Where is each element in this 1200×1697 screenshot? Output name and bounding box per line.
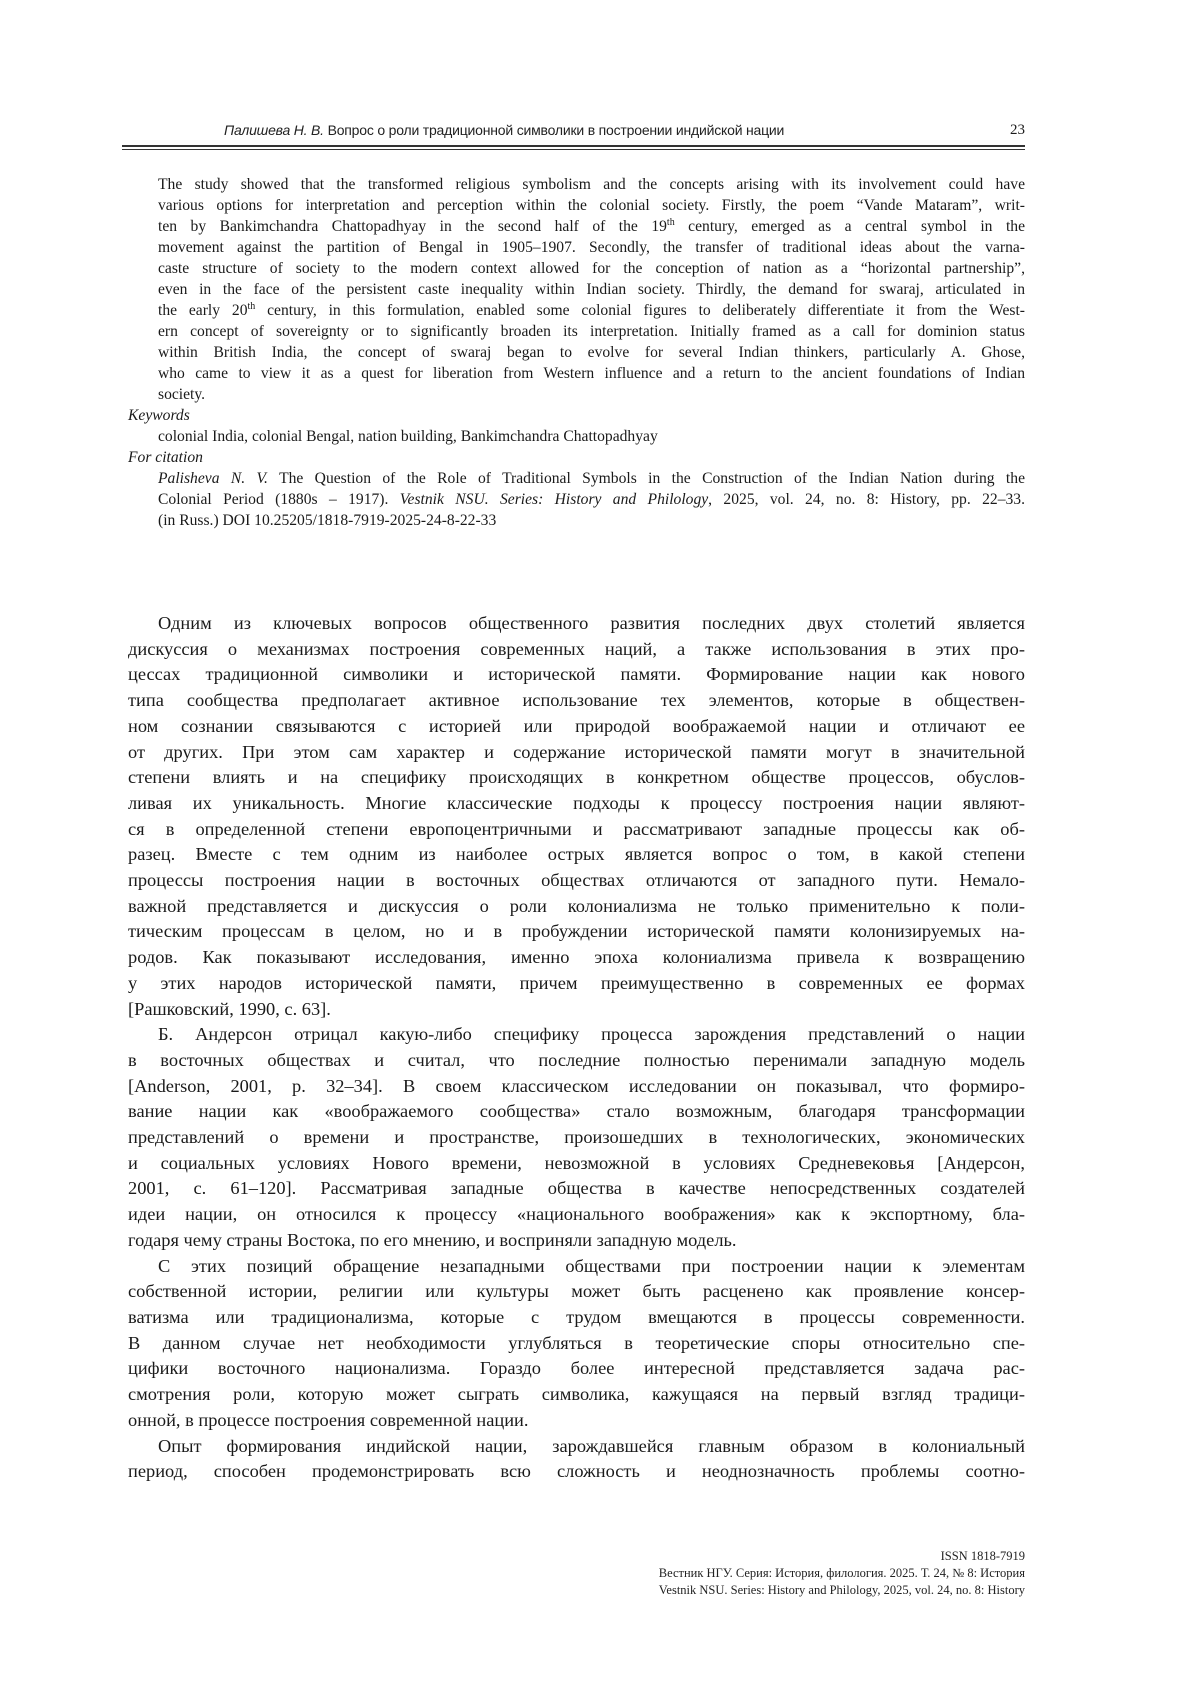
abstract-line-text: ten by Bankimchandra Chattopadhyay in the second half of the 19 — [158, 218, 667, 235]
text-line: В данном случае нет необходимости углубляться в теоретические споры относительно спе- — [128, 1332, 1025, 1353]
header-author: Палишева Н. В. — [224, 122, 324, 138]
citation-journal: Vestnik NSU. Series: History and Philology — [399, 491, 709, 508]
abstract-line-text: who came to view it as a quest for liberation from Western influence and a return to the ancient foundations of Indian — [158, 365, 1025, 382]
abstract — [128, 174, 1025, 531]
text-line: типа сообщества предполагает активное использование тех элементов, которые в обществен- — [128, 690, 1025, 711]
text-line: 2001, с. 61–120]. Рассматривая западные общества в качестве непосредственных создателей — [128, 1178, 1025, 1199]
citation-details: , 2025, vol. 24, no. 8: History, pp. 22–33. — [708, 491, 1025, 508]
abstract-line-text: even in the face of the persistent caste inequality within Indian society. Thirdly, the demand for swaraj, articulated in — [158, 281, 1025, 298]
running-header — [128, 122, 1025, 144]
journal-footer — [659, 1548, 1025, 1599]
superscript: th — [247, 301, 256, 312]
abstract-line — [158, 258, 1025, 279]
header-article-title: Вопрос о роли традиционной символики в построении индийской нации — [327, 122, 785, 138]
text-line: вание нации как «воображаемого сообщества» стало возможным, благодаря трансформации — [128, 1101, 1025, 1122]
paragraph — [128, 1434, 1025, 1485]
text-line: разец. Вместе с тем одним из наиболее острых является вопрос о том, в какой степени — [128, 844, 1025, 865]
abstract-line — [158, 237, 1025, 258]
abstract-line-text: various options for interpretation and perception within the colonial society. Firstly, the poem “Vande Mataram”, writ- — [158, 197, 1025, 214]
footer-journal-en: Vestnik NSU. Series: History and Philology, 2025, vol. 24, no. 8: History — [658, 1583, 1025, 1597]
text-line: ватизма или традиционализма, которые с трудом вмещаются в процессы современности. — [128, 1306, 1025, 1327]
text-line: ливая их уникальность. Многие классические подходы к процессу построения нации являют- — [128, 792, 1025, 813]
text-line: цифики восточного национализма. Гораздо более интересной представляется задача рас- — [128, 1358, 1025, 1379]
abstract-line-text: movement against the partition of Bengal in 1905–1907. Secondly, the transfer of traditional ideas about the varna- — [158, 239, 1025, 256]
citation-period: Colonial Period (1880s – 1917). — [158, 491, 400, 508]
main-text — [128, 611, 1025, 1485]
citation-author: Palisheva N. V. — [158, 470, 268, 487]
superscript: th — [666, 217, 675, 228]
text-line: ном сознании связываются с историей или природой воображаемой нации и отличают ее — [128, 715, 1025, 736]
text-line: и социальных условиях Нового времени, невозможной в условиях Средневековья [Андерсон, — [128, 1152, 1025, 1173]
text-line: ся в определенной степени европоцентричными и рассматривают западные процессы как об- — [128, 818, 1025, 839]
text-line: собственной истории, религии или культуры может быть расценено как проявление консер- — [128, 1281, 1025, 1302]
keywords: colonial India, colonial Bengal, nation building, Bankimchandra Chattopadhyay — [158, 428, 658, 445]
citation-doi: (in Russ.) DOI 10.25205/1818-7919-2025-24-8-22-33 — [158, 512, 497, 529]
text-line: [Anderson, 2001, p. 32–34]. В своем классическом исследовании он показывал, что формиро- — [128, 1075, 1025, 1096]
abstract-line — [158, 363, 1025, 384]
page-number: 23 — [1010, 122, 1025, 138]
abstract-line-text: within British India, the concept of swaraj began to evolve for several Indian thinkers, particularly A. Ghose, — [158, 344, 1025, 361]
text-line: от других. При этом сам характер и содержание исторической памяти могут в значительной — [128, 741, 1025, 762]
text-line: у этих народов исторической памяти, причем преимущественно в современных ее формах — [128, 972, 1025, 993]
text-line: в восточных обществах и считал, что последние полностью перенимали западную модель — [128, 1049, 1025, 1070]
header-rule — [122, 145, 1025, 147]
abstract-line — [158, 216, 1025, 237]
text-line: представлений о времени и пространстве, произошедших в технологических, экономических — [128, 1127, 1025, 1148]
abstract-line — [158, 342, 1025, 363]
abstract-line-text: caste structure of society to the modern context allowed for the conception of nation as a “horizontal partnership”, — [158, 260, 1025, 277]
abstract-line-text: The study showed that the transformed religious symbolism and the concepts arising with its involvement could have — [158, 176, 1025, 193]
running-header-title — [224, 122, 784, 138]
abstract-line — [158, 174, 1025, 195]
text-line: тическим процессам в целом, но и в пробуждении исторической памяти колонизируемых на- — [128, 921, 1025, 942]
abstract-line — [158, 195, 1025, 216]
abstract-line — [158, 279, 1025, 300]
paragraph — [128, 1022, 1025, 1253]
keywords-label: Keywords — [128, 407, 190, 424]
paragraph — [128, 611, 1025, 1022]
text-line: Одним из ключевых вопросов общественного развития последних двух столетий является — [158, 613, 1025, 633]
text-line: процессы построения нации в восточных обществах отличаются от западного пути. Немало- — [128, 870, 1025, 891]
abstract-line-text: century, emerged as a central symbol in the — [674, 218, 1025, 235]
text-line: смотрения роли, которую может сыграть символика, кажущаяся на первый взгляд традици- — [128, 1384, 1025, 1405]
citation-label: For citation — [128, 449, 203, 466]
text-line: [Рашковский, 1990, с. 63]. — [128, 998, 331, 1019]
abstract-line-text: century, in this formulation, enabled some colonial figures to deliberately differentiate it from the West- — [255, 302, 1025, 319]
abstract-line — [158, 321, 1025, 342]
text-line: дискуссия о механизмах построения современных наций, а также использования в этих про- — [128, 638, 1025, 659]
citation — [128, 468, 1025, 531]
abstract-line — [158, 384, 1025, 405]
abstract-line-text: ern concept of sovereignty or to significantly broaden its interpretation. Initially framed as a call for dominion status — [158, 323, 1025, 340]
header-rule-thin — [122, 149, 1025, 150]
abstract-line-text: the early 20 — [158, 302, 248, 319]
text-line: Опыт формирования индийской нации, зарождавшейся главным образом в колониальный — [158, 1435, 1025, 1456]
text-line: годаря чему страны Востока, по его мнению, и восприняли западную модель. — [128, 1229, 737, 1250]
text-line: цессах традиционной символики и исторической памяти. Формирование нации как нового — [128, 664, 1025, 685]
paragraph — [128, 1254, 1025, 1434]
footer-issn: ISSN 1818-7919 — [940, 1549, 1025, 1563]
abstract-line — [158, 300, 1025, 321]
abstract-text — [128, 174, 1025, 405]
footer-journal-ru: Вестник НГУ. Серия: История, филология. 2025. Т. 24, № 8: История — [658, 1566, 1025, 1580]
text-line: онной, в процессе построения современной нации. — [128, 1409, 529, 1430]
text-line: Б. Андерсон отрицал какую-либо специфику процесса зарождения представлений о нации — [158, 1024, 1025, 1045]
abstract-line-text: society. — [158, 386, 206, 403]
citation-title: The Question of the Role of Traditional Symbols in the Construction of the Indian Nation during the — [267, 470, 1025, 487]
text-line: степени влиять и на специфику происходящих в конкретном обществе процессов, обуслов- — [128, 767, 1025, 788]
text-line: период, способен продемонстрировать всю сложность и неоднозначность проблемы соотно- — [128, 1461, 1025, 1482]
text-line: важной представляется и дискуссия о роли колониализма не только применительно к поли- — [128, 895, 1025, 916]
text-line: С этих позиций обращение незападными обществами при построении нации к элементам — [158, 1255, 1025, 1276]
text-line: родов. Как показывают исследования, именно эпоха колониализма привела к возвращению — [128, 947, 1025, 968]
text-line: идеи нации, он относился к процессу «национального воображения» как к экспортному, бла- — [128, 1204, 1025, 1225]
